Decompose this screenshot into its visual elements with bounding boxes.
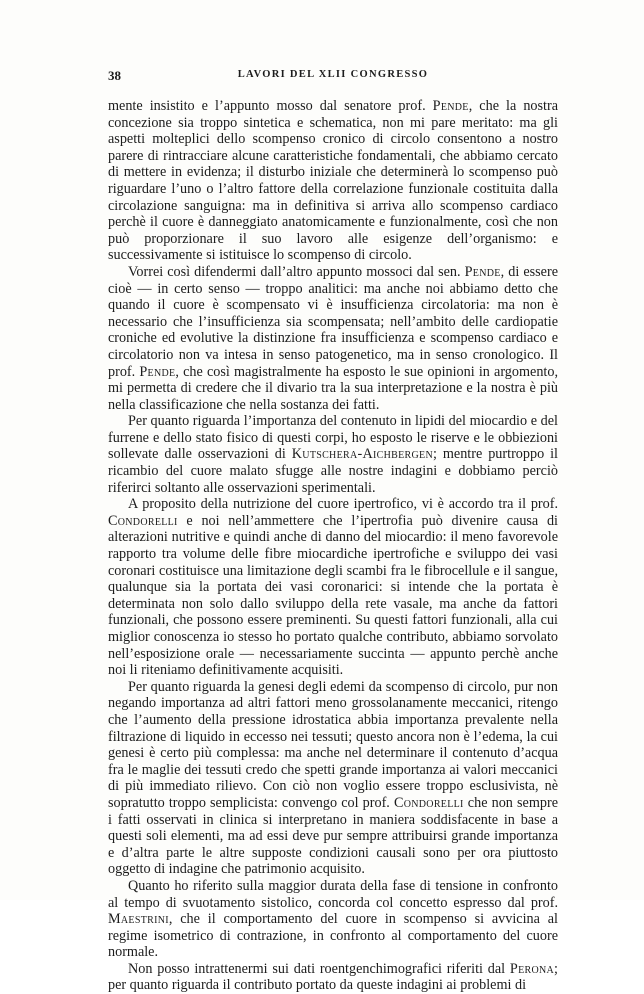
paragraph <box>108 961 558 994</box>
text-run: A proposito della nutrizione del cuore ipertrofico, vi è accordo tra il prof. <box>128 496 558 513</box>
text-run: , di essere cioè — in certo senso — troppo analitici: ma anche noi abbiamo detto che quando il cuore è scompensato vi è insufficienza circolatoria: ma non è necessario che l’insufficienza sia scompensata; nell’ambito delle cardiopatie croniche ed evolutive la distinzione fra insufficienza e scompenso cardiaco e circolatorio non va intesa in senso patogenetico, ma in senso cronologico. Il prof. <box>108 263 558 380</box>
text-run: Quanto ho riferito sulla maggior durata della fase di tensione in confronto al tempo di svuotamento sistolico, concorda col concetto espresso dal prof. <box>108 877 558 911</box>
paragraph <box>108 264 558 413</box>
text-run: , che il comportamento del cuore in scompenso si avvicina al regime isometrico di contrazione, in confronto al comportamento del cuore normale. <box>108 911 558 961</box>
cited-name: Kutschera-Aichbergen <box>291 446 433 463</box>
paragraph <box>108 496 558 679</box>
text-run: Per quanto riguarda l’importanza del contenuto in lipidi del miocardio e del furrene e dello stato fisico di questi corpi, ho esposto le riserve e le obbiezioni sollevate dalle osservazioni di <box>108 413 558 463</box>
paragraph <box>108 98 558 264</box>
page-header <box>108 68 558 84</box>
text-run: Vorrei così difendermi dall’altro appunto mossoci dal sen. <box>128 263 465 280</box>
paragraph <box>108 878 558 961</box>
running-head: LAVORI DEL XLII CONGRESSO <box>237 69 429 80</box>
cited-name: Pende <box>432 98 469 114</box>
text-run: , che così magistralmente ha esposto le sue opinioni in argomento, mi permetta di credere che il divario tra la sua interpretazione e la nostra è più nella classificazione che nella sostanza dei fatti. <box>108 363 558 413</box>
body-text <box>108 98 558 994</box>
text-run: ; per quanto riguarda il contributo portato da queste indagini ai problemi di <box>108 960 558 994</box>
paragraph <box>108 413 558 496</box>
cited-name: Pende <box>139 363 176 380</box>
cited-name: Pende <box>464 263 501 280</box>
text-run: Non posso intrattenermi sui dati roentgenchimografici riferiti dal <box>128 960 510 977</box>
paragraph <box>108 679 558 878</box>
cited-name: Condorelli <box>108 512 178 529</box>
cited-name: Condorelli <box>393 794 464 811</box>
text-run: ; mentre purtroppo il ricambio del cuore malato sfugge alle nostre indagini e dobbiamo perciò riferirci soltanto alle osservazioni sperimentali. <box>108 446 558 496</box>
page-number: 38 <box>108 68 121 83</box>
text-run: mente insistito e l’appunto mosso dal senatore prof. <box>108 98 433 114</box>
text-run: che non sempre i fatti osservati in clinica si interpretano in maniera soddisfacente in base a questi soli elementi, ma ad essi deve pur sempre attribuirsi grande importanza e d’altra parte le altre supposte condizioni causali sono per ora piuttosto oggetto di indagine che patrimonio acquisito. <box>108 794 558 878</box>
text-run: Per quanto riguarda la genesi degli edemi da scompenso di circolo, pur non negando importanza ad altri fattori meno grossolanamente meccanici, ritengo che l’aumento della pressione idrostatica abbia importanza prevalente nella filtrazione di liquido in eccesso nei tessuti; questo ancora non è l’edema, la cui genesi è certo più complessa: ma anche nel determinare il contenuto d’acqua fra le maglie dei tessuti credo che spetti grande importanza ai valori meccanici di più immediato rilievo. Con ciò non voglio essere troppo esclusivista, nè sopratutto troppo semplicista: convengo col prof. <box>108 678 558 811</box>
text-run: e noi nell’ammettere che l’ipertrofia può divenire causa di alterazioni nutritive e quindi anche di danno del miocardio: il meno favorevole rapporto tra volume delle fibre miocardiche ipertrofiche e sviluppo dei vasi coronari costituisce una limitazione degli scambi fra le fibrocellule e il sangue, qualunque sia la portata dei vasi coronarici: si intende che la portata è determinata non solo dallo sviluppo della rete vasale, ma anche da fattori funzionali, che possono essere preminenti. Su questi fattori funzionali, alla cui miglior conoscenza io stesso ho portato qualche contributo, abbiamo sorvolato nell’esposizione orale — necessariamente succinta — appunto perchè anche noi li riteniamo definitivamente acquisiti. <box>108 512 558 679</box>
cited-name: Maestrini <box>108 911 169 928</box>
cited-name: Perona <box>509 960 555 977</box>
text-run: , che la nostra concezione sia troppo sintetica e schematica, non mi pare meritato: ma gli aspetti molteplici dello scompenso cronico di circolo consentono a nostro parere di rintracciare alcune caratteristiche fondamentali, che abbiamo cercato di mettere in evidenza; il disturbo iniziale che determinerà lo scompenso può riguardare l’uno o l’altro fattore della correlazione funzionale costituita dalla circolazione sanguigna: ma in definitiva si arriva allo scompenso cardiaco perchè il cuore è danneggiato anatomicamente e funzionalmente, così che non può proporzionare il suo lavoro alle esigenze dell’organismo: e successivamente si istituisce lo scompenso di circolo. <box>108 98 558 264</box>
